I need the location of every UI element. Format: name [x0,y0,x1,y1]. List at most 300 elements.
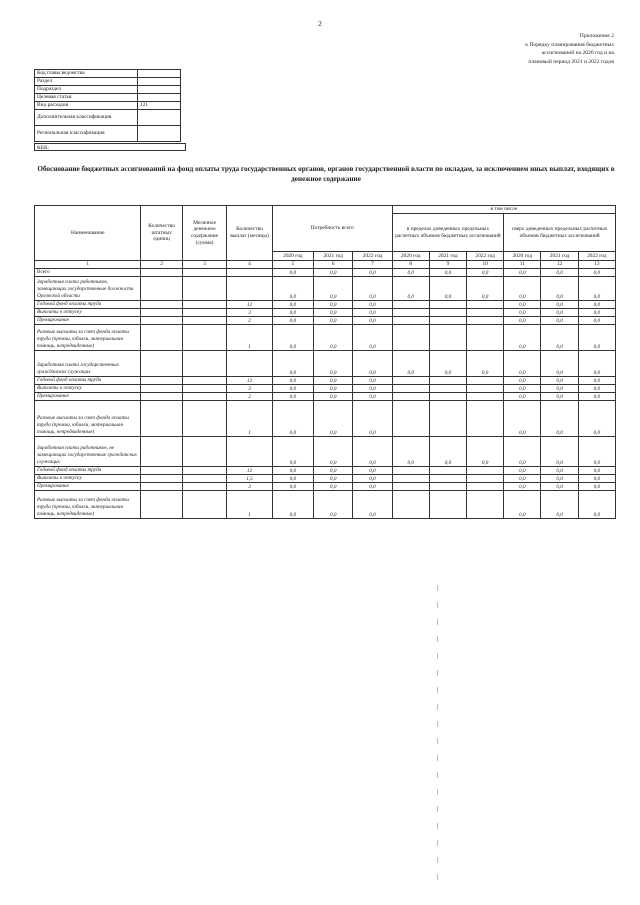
row-value: 0,0 [578,466,615,474]
column-number: 4 [227,261,272,269]
row-value [392,400,429,436]
scan-dot [437,738,438,744]
header-staff-units: Количество штатных единиц [141,206,182,261]
table-row [35,269,616,277]
scan-dot [437,619,438,625]
row-name: Заработная плата работников, замещающих государственные должности Орловской области [35,276,141,300]
row-value [467,482,504,490]
code-row [35,110,181,126]
code-value [138,94,181,102]
code-row [35,126,181,142]
row-value [392,308,429,316]
row-value [392,324,429,350]
table-row [35,350,616,376]
scan-dot [437,687,438,693]
column-number: 11 [504,261,541,269]
scan-dot [437,704,438,710]
row-value: 0,0 [541,482,578,490]
row-staff-units [141,324,182,350]
row-value: 0,0 [353,482,392,490]
row-value: 0,0 [578,350,615,376]
code-label: Подраздел [35,86,138,94]
row-value: 0,0 [272,384,313,392]
row-monthly-pay [182,400,226,436]
row-value: 0,0 [504,376,541,384]
row-value: 0,0 [504,384,541,392]
scan-dot [437,806,438,812]
row-value: 0,0 [541,490,578,518]
row-value: 0,0 [504,316,541,324]
row-staff-units [141,490,182,518]
row-staff-units [141,308,182,316]
row-payments-count: 2 [227,316,272,324]
row-value [467,324,504,350]
row-value: 0,0 [578,474,615,482]
row-staff-units [141,384,182,392]
row-value [429,376,466,384]
row-value: 0,0 [353,324,392,350]
scan-artifact-dots [437,585,441,885]
column-number: 9 [429,261,466,269]
row-monthly-pay [182,269,226,277]
appendix-line: плановый период 2021 и 2022 годов [528,58,614,65]
scan-dot [437,840,438,846]
header-payments-count: Количество выплат (месяцы) [227,206,272,261]
row-name: Премирование [35,316,141,324]
row-payments-count: 3 [227,482,272,490]
row-value: 0,0 [314,376,353,384]
row-name: Годовой фонд оплаты труда [35,300,141,308]
row-value: 0,0 [272,490,313,518]
appendix-line: ассигнований на 2020 год и на [541,50,614,57]
row-value [392,316,429,324]
row-value: 0,0 [541,474,578,482]
row-value: 0,0 [578,276,615,300]
row-value: 0,0 [541,392,578,400]
row-value: 0,0 [504,400,541,436]
row-monthly-pay [182,490,226,518]
scan-dot [437,602,438,608]
row-value: 0,0 [314,324,353,350]
row-name: Выплаты к отпуску [35,308,141,316]
row-payments-count [227,350,272,376]
row-value: 0,0 [578,376,615,384]
row-value: 0,0 [541,436,578,466]
row-value: 0,0 [578,400,615,436]
column-number: 6 [314,261,353,269]
code-label: Целевая статья [35,94,138,102]
row-value: 0,0 [578,316,615,324]
row-value: 0,0 [272,482,313,490]
table-row [35,316,616,324]
row-staff-units [141,376,182,384]
column-number: 7 [353,261,392,269]
row-value: 0,0 [429,276,466,300]
row-value [392,384,429,392]
row-value [429,300,466,308]
row-value: 0,0 [353,269,392,277]
row-value [467,384,504,392]
table-row [35,482,616,490]
row-value: 0,0 [541,384,578,392]
row-value: 0,0 [353,392,392,400]
row-value: 0,0 [314,308,353,316]
row-value: 0,0 [578,324,615,350]
row-value [467,376,504,384]
row-staff-units [141,269,182,277]
row-value: 0,0 [429,269,466,277]
row-value: 0,0 [272,466,313,474]
row-value: 0,0 [314,269,353,277]
row-staff-units [141,276,182,300]
row-value: 0,0 [314,474,353,482]
row-value: 0,0 [353,350,392,376]
row-monthly-pay [182,436,226,466]
row-value: 0,0 [578,490,615,518]
header-year: 2020 год [392,252,429,261]
row-staff-units [141,300,182,308]
scan-dot [437,585,438,591]
scan-dot [437,670,438,676]
row-value: 0,0 [314,392,353,400]
row-value [467,308,504,316]
row-payments-count: 1,5 [227,474,272,482]
row-value: 0,0 [429,436,466,466]
row-value: 0,0 [467,436,504,466]
row-value: 0,0 [353,490,392,518]
row-monthly-pay [182,276,226,300]
header-name: Наименование [35,206,141,261]
row-monthly-pay [182,324,226,350]
code-row [35,86,181,94]
row-value: 0,0 [578,436,615,466]
table-row [35,474,616,482]
column-number: 13 [578,261,615,269]
row-value [467,300,504,308]
row-value: 0,0 [353,436,392,466]
row-value: 0,0 [504,276,541,300]
table-row [35,466,616,474]
table-row [35,276,616,300]
classification-codes-table [34,69,181,142]
code-row [35,102,181,110]
row-value: 0,0 [541,316,578,324]
header-above-limits: сверх доведенных предельных расчетных объемов бюджетных ассигнований [504,214,616,252]
table-row [35,384,616,392]
row-value [429,324,466,350]
header-year: 2021 год [429,252,466,261]
row-value: 0,0 [467,350,504,376]
row-value [392,474,429,482]
row-name: Премирование [35,482,141,490]
row-payments-count: 12 [227,376,272,384]
scan-dot [437,636,438,642]
scan-dot [437,755,438,761]
row-value: 0,0 [541,308,578,316]
row-value: 0,0 [353,466,392,474]
table-row [35,376,616,384]
row-value: 0,0 [504,466,541,474]
column-number: 2 [141,261,182,269]
row-payments-count: 1 [227,400,272,436]
row-value: 0,0 [392,350,429,376]
row-monthly-pay [182,300,226,308]
code-row [35,78,181,86]
row-name: Годовой фонд оплаты труда [35,466,141,474]
row-payments-count: 3 [227,384,272,392]
row-payments-count [227,269,272,277]
row-payments-count [227,436,272,466]
row-value [429,490,466,518]
row-value: 0,0 [504,269,541,277]
row-payments-count: 1 [227,490,272,518]
row-value: 0,0 [353,300,392,308]
row-monthly-pay [182,474,226,482]
row-name: Заработная плата государственных гражданских служащих [35,350,141,376]
row-value: 0,0 [541,300,578,308]
row-value: 0,0 [272,376,313,384]
row-monthly-pay [182,466,226,474]
code-value [138,86,181,94]
row-monthly-pay [182,392,226,400]
row-value: 0,0 [541,324,578,350]
row-value: 0,0 [272,350,313,376]
row-value: 0,0 [467,269,504,277]
row-name: Выплаты к отпуску [35,474,141,482]
row-payments-count: 1 [227,324,272,350]
row-value: 0,0 [541,466,578,474]
document-title: Обоснование бюджетных ассигнований на фонд оплаты труда государственных органов, органов государственной власти по окладам, за исключением иных выплат, входящих в денежное содержание [37,165,615,183]
header-year: 2022 год [578,252,615,261]
row-value: 0,0 [578,269,615,277]
row-value [429,474,466,482]
row-value: 0,0 [541,269,578,277]
row-name: Заработная плата работников, не замещающих государственные гражданских служащих [35,436,141,466]
scan-dot [437,857,438,863]
row-staff-units [141,474,182,482]
row-value: 0,0 [353,308,392,316]
column-number: 10 [467,261,504,269]
row-value: 0,0 [314,490,353,518]
header-year: 2021 год [541,252,578,261]
row-value [429,466,466,474]
row-value: 0,0 [392,436,429,466]
row-value [392,376,429,384]
table-row [35,324,616,350]
row-payments-count: 12 [227,300,272,308]
header-year: 2022 год [467,252,504,261]
row-value: 0,0 [272,316,313,324]
row-name: Разовые выплаты за счет фонда оплаты труда (премии, юбилеи, материальная помощь, непредвиденные) [35,324,141,350]
row-value: 0,0 [578,384,615,392]
row-value: 0,0 [578,482,615,490]
row-value: 0,0 [314,276,353,300]
row-value: 0,0 [578,392,615,400]
scan-dot [437,823,438,829]
scan-dot [437,721,438,727]
row-value: 0,0 [504,474,541,482]
row-value: 0,0 [467,276,504,300]
header-year: 2021 год [314,252,353,261]
row-payments-count: 12 [227,466,272,474]
column-number: 3 [182,261,226,269]
column-number: 5 [272,261,313,269]
scan-dot [437,772,438,778]
code-label: Раздел [35,78,138,86]
row-value [467,466,504,474]
row-monthly-pay [182,308,226,316]
row-value [429,308,466,316]
row-name: Годовой фонд оплаты труда [35,376,141,384]
code-row [35,70,181,78]
row-value: 0,0 [541,276,578,300]
code-label: Код главы ведомства [35,70,138,78]
row-value: 0,0 [314,350,353,376]
row-value: 0,0 [272,276,313,300]
row-value: 0,0 [578,308,615,316]
row-staff-units [141,316,182,324]
row-value: 0,0 [314,300,353,308]
row-value: 0,0 [541,350,578,376]
row-value [429,400,466,436]
row-staff-units [141,466,182,474]
row-value: 0,0 [272,324,313,350]
header-including: в том числе [392,206,615,214]
row-value: 0,0 [504,300,541,308]
row-staff-units [141,482,182,490]
row-monthly-pay [182,482,226,490]
table-row [35,300,616,308]
scan-dot [437,789,438,795]
appendix-note [464,32,614,66]
row-value: 0,0 [272,269,313,277]
appendix-line: к Порядку планирования бюджетных [525,41,614,48]
row-name: Всего [35,269,141,277]
row-value: 0,0 [272,400,313,436]
row-value: 0,0 [504,350,541,376]
row-value: 0,0 [314,384,353,392]
row-value: 0,0 [272,474,313,482]
scan-dot [437,653,438,659]
row-value: 0,0 [541,376,578,384]
row-staff-units [141,400,182,436]
row-value: 0,0 [353,400,392,436]
row-name: Премирование [35,392,141,400]
row-monthly-pay [182,350,226,376]
row-value: 0,0 [392,276,429,300]
row-value: 0,0 [272,392,313,400]
row-value [429,316,466,324]
row-staff-units [141,436,182,466]
table-row [35,392,616,400]
column-number: 12 [541,261,578,269]
row-value: 0,0 [314,482,353,490]
code-value [138,78,181,86]
row-value: 0,0 [353,376,392,384]
row-name: Разовые выплаты за счет фонда оплаты труда (премии, юбилеи, материальная помощь, непредвиденные) [35,400,141,436]
kbk-field: КБК: [34,143,186,151]
row-name: Выплаты к отпуску [35,384,141,392]
budget-table [34,205,616,519]
row-value [392,300,429,308]
row-value [467,400,504,436]
row-value [392,490,429,518]
row-value: 0,0 [353,316,392,324]
header-year: 2020 год [272,252,313,261]
row-value [392,466,429,474]
header-need-total: Потребность всего [272,206,392,252]
code-value: 121 [138,102,181,110]
row-value: 0,0 [504,308,541,316]
row-value: 0,0 [541,400,578,436]
row-value: 0,0 [272,436,313,466]
table-row [35,400,616,436]
row-value: 0,0 [314,316,353,324]
row-value [429,392,466,400]
row-value: 0,0 [314,466,353,474]
row-value: 0,0 [272,300,313,308]
scan-dot [437,874,438,880]
table-row [35,308,616,316]
header-year: 2020 год [504,252,541,261]
row-name: Разовые выплаты за счет фонда оплаты труда (премии, юбилеи, материальная помощь, непредвиденные) [35,490,141,518]
row-value: 0,0 [504,392,541,400]
row-payments-count [227,276,272,300]
row-value [392,392,429,400]
row-value [429,482,466,490]
code-value [138,126,181,142]
code-row [35,94,181,102]
row-value [392,482,429,490]
row-monthly-pay [182,384,226,392]
row-value: 0,0 [314,436,353,466]
row-value: 0,0 [578,300,615,308]
row-monthly-pay [182,316,226,324]
row-value: 0,0 [353,276,392,300]
code-label: Дополнительная классификация [35,110,138,126]
row-value: 0,0 [504,324,541,350]
table-row [35,490,616,518]
row-staff-units [141,392,182,400]
code-label: Вид расходов [35,102,138,110]
row-value: 0,0 [392,269,429,277]
header-within-limits: в пределах доведенных предельных расчетных объемов бюджетных ассигнований [392,214,504,252]
appendix-line: Приложение 2 [579,33,614,39]
row-monthly-pay [182,376,226,384]
row-value: 0,0 [272,308,313,316]
row-value [467,490,504,518]
row-value: 0,0 [504,482,541,490]
row-value: 0,0 [353,384,392,392]
code-label: Региональная классификация [35,126,138,142]
column-number: 8 [392,261,429,269]
table-row [35,436,616,466]
row-value [467,392,504,400]
row-value: 0,0 [314,400,353,436]
row-value: 0,0 [353,474,392,482]
row-value: 0,0 [429,350,466,376]
row-payments-count: 2 [227,392,272,400]
header-monthly-pay: Месячное денежное содержание (сумма) [182,206,226,261]
row-value [429,384,466,392]
code-value [138,110,181,126]
row-value [467,474,504,482]
row-value: 0,0 [504,436,541,466]
row-staff-units [141,350,182,376]
row-payments-count: 3 [227,308,272,316]
row-value: 0,0 [504,490,541,518]
page-number: 2 [318,20,322,28]
